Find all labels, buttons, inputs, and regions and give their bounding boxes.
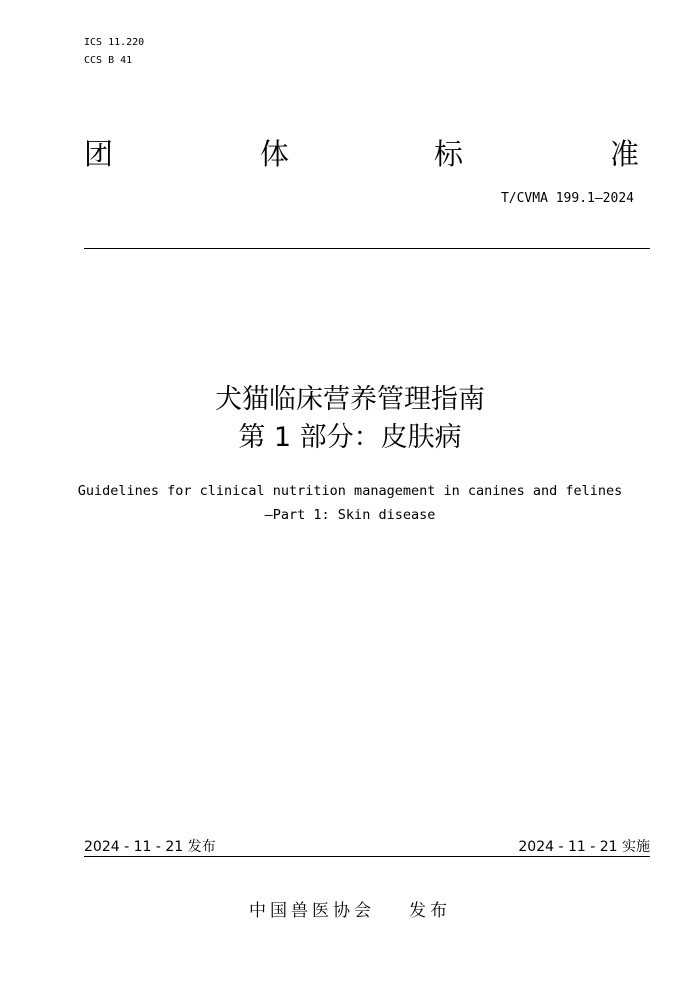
standard-type-char-2: 体 (260, 137, 290, 171)
ccs-code: CCS B 41 (84, 55, 133, 66)
header-divider (84, 248, 650, 249)
title-cn-line-2: 第 1 部分：皮肤病 (238, 422, 462, 453)
standard-type-char-3: 标 (434, 137, 464, 171)
title-en-line-2: —Part 1: Skin disease (264, 507, 436, 523)
title-en-line-1: Guidelines for clinical nutrition management in canines and felines (77, 483, 623, 499)
standard-type-char-1: 团 (84, 137, 114, 171)
standard-number: T/CVMA 199.1—2024 (500, 191, 634, 206)
implementation-date: 2024 - 11 - 21 实施 (518, 839, 650, 855)
standard-type-char-4: 准 (610, 137, 640, 171)
footer-divider (84, 856, 650, 857)
issue-date: 2024 - 11 - 21 发布 (84, 839, 216, 855)
title-cn-line-1: 犬猫临床营养管理指南 (215, 384, 485, 415)
publisher-org: 中国兽医协会 (249, 901, 375, 921)
publisher-line (0, 899, 700, 923)
publisher-action: 发布 (409, 901, 451, 921)
ics-code: ICS 11.220 (84, 37, 145, 48)
